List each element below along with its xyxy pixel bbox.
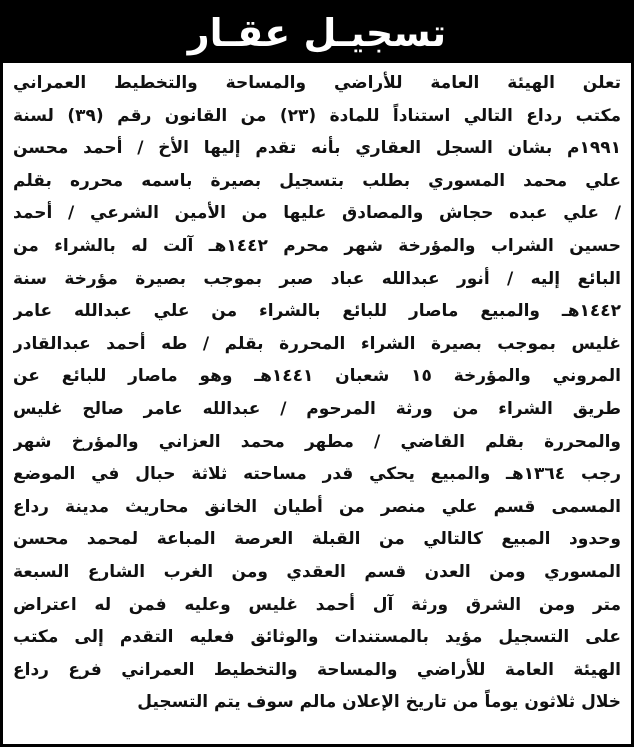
notice-line: تعلن الهيئة العامة للأراضي والمساحة والتخطيط العمراني [13,73,621,93]
notice-line: على التسجيل مؤيد بالمستندات والوثائق فعليه التقدم إلى مكتب [13,627,621,648]
notice-line: مكتب رداع التالي استناداً للمادة (٢٣) من القانون رقم (٣٩) لسنة [13,105,621,126]
notice-line: رجب ١٣٦٤هـ والمبيع يحكي قدر مساحته ثلاثة حبال في الموضع [13,464,621,485]
notice-body [13,67,621,740]
notice-line: والمحررة بقلم القاضي / مطهر محمد العزاني والمؤرخ شهر [13,431,621,452]
notice-line: الهيئة العامة للأراضي والمساحة والتخطيط العمراني فرع رداع [13,659,621,680]
notice-line: وحدود المبيع كالتالي من القبلة العرصة المباعة لمحمد محسن [13,529,621,550]
notice-line: غليس بموجب بصيرة الشراء المحررة بقلم / طه أحمد عبدالقادر [13,333,621,354]
notice-line: المسمى قسم علي منصر من أطيان الخانق محاريث مدينة رداع [13,496,621,517]
notice-header [3,3,631,63]
notice-line: متر ومن الشرق ورثة آل أحمد غليس وعليه فمن له اعتراض [13,594,621,615]
notice-line: المسوري ومن العدن قسم العقدي ومن الغرب الشارع السبعة [13,561,621,582]
notice-title: تسجيـل عقـار [187,11,447,55]
notice-line: / علي عبده حجاش والمصادق عليها من الأمين الشرعي / أحمد [13,203,621,224]
notice-line: خلال ثلاثون يوماً من تاريخ الإعلان مالم سوف يتم التسجيل [137,692,621,713]
notice-line: المروني والمؤرخة ١٥ شعبان ١٤٤١هـ وهو ماصار للبائع عن [13,366,621,387]
notice-line: حسين الشراب والمؤرخة شهر محرم ١٤٤٢هـ آلت له بالشراء من [13,235,621,256]
notice-line: ١٤٤٢هـ والمبيع ماصار للبائع بالشراء من علي عبدالله عامر [13,301,621,322]
notice-line: البائع إليه / أنور عبدالله عباد صبر بموجب بصيرة مؤرخة سنة [13,268,621,289]
notice-line: ١٩٩١م بشان السجل العقاري بأنه تقدم إليها الأخ / أحمد محسن [13,138,621,159]
notice-line: طريق الشراء من ورثة المرحوم / عبدالله عامر صالح غليس [13,398,621,419]
notice-line: علي محمد المسوري بطلب بتسجيل بصيرة باسمه محرره بقلم [13,170,621,191]
